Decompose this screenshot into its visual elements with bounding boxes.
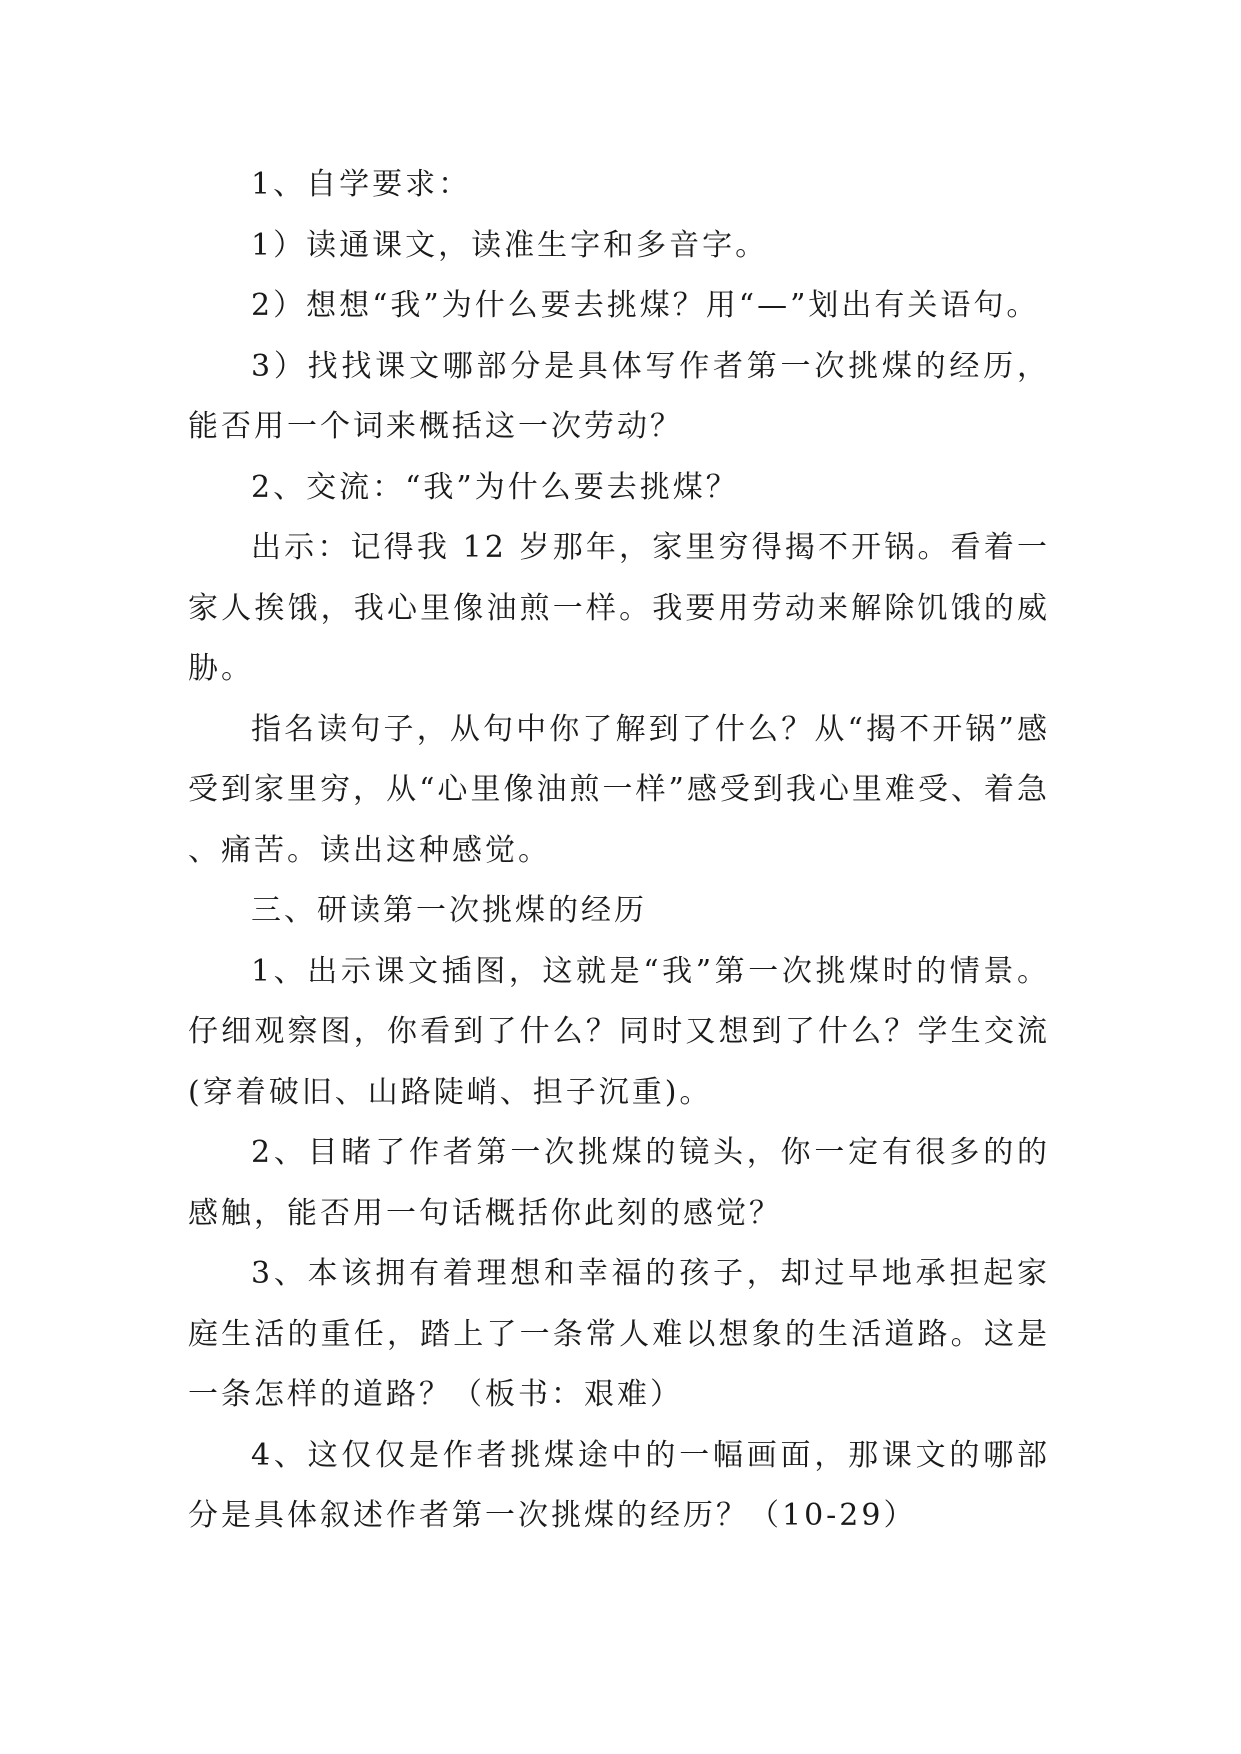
section-heading-study-first-experience: 三、研读第一次挑煤的经历 bbox=[251, 893, 647, 928]
paragraph-show-text: 出示：记得我 12 岁那年，家里穷得揭不开锅。看着一家人挨饿，我心里像油煎一样。我要用劳动来解除饥饿的威胁。 bbox=[188, 530, 1050, 686]
paragraph-read-text: 1）读通课文，读准生字和多音字。 bbox=[251, 227, 769, 263]
paragraph-feelings: 2、目睹了作者第一次挑煤的镜头，你一定有很多的的感触，能否用一句话概括你此刻的感觉？ bbox=[188, 1135, 1050, 1231]
paragraph-why-carry-coal: 2）想想“我”为什么要去挑煤？用“—”划出有关语句。 bbox=[251, 288, 1040, 323]
paragraph-which-part: 4、这仅仅是作者挑煤途中的一幅画面，那课文的哪部分是具体叙述作者第一次挑煤的经历？（10-29） bbox=[188, 1437, 1050, 1533]
document-body bbox=[188, 155, 1050, 1547]
paragraph-difficult-road: 3、本该拥有着理想和幸福的孩子，却过早地承担起家庭生活的重任，踏上了一条常人难以想象的生活道路。这是一条怎样的道路？（板书：艰难） bbox=[188, 1256, 1050, 1412]
paragraph-self-study-requirements: 1、自学要求： bbox=[251, 167, 472, 202]
paragraph-read-sentence: 指名读句子，从句中你了解到了什么？从“揭不开锅”感受到家里穷，从“心里像油煎一样”感受到我心里难受、着急、痛苦。读出这种感觉。 bbox=[188, 711, 1050, 868]
paragraph-discussion: 2、交流：“我”为什么要去挑煤？ bbox=[251, 469, 739, 505]
paragraph-illustration: 1、出示课文插图，这就是“我”第一次挑煤时的情景。仔细观察图，你看到了什么？同时又想到了什么？学生交流(穿着破旧、山路陡峭、担子沉重)。 bbox=[188, 953, 1050, 1110]
paragraph-find-experience: 3）找找课文哪部分是具体写作者第一次挑煤的经历，能否用一个词来概括这一次劳动？ bbox=[188, 348, 1050, 444]
